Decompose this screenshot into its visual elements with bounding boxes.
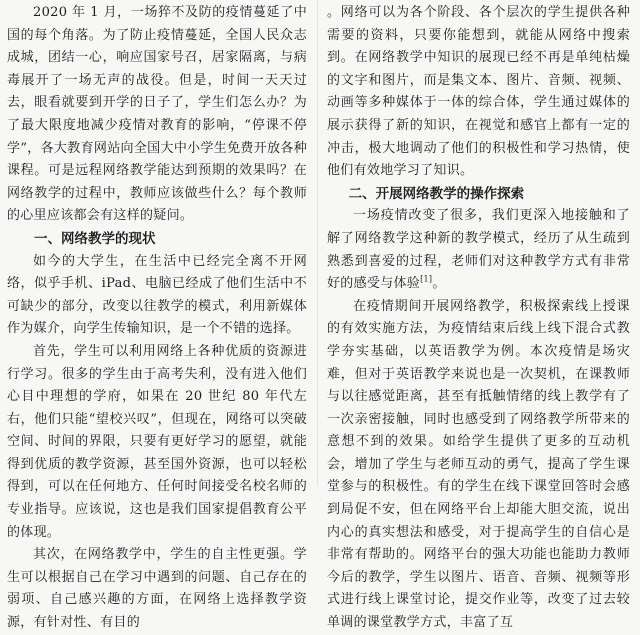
section-heading-1: 一、网络教学的现状 xyxy=(34,230,156,247)
paragraph-experience xyxy=(327,205,630,295)
left-column xyxy=(7,2,307,631)
paragraph-4: 其次，在网络教学中，学生的自主性更强。学生可以根据自己在学习中遇到的问题、自己存在的弱项、自己感兴趣的方面，在网络上选择教学资源，有针对性、有目的 xyxy=(7,547,307,631)
column-divider xyxy=(317,0,318,486)
intro-paragraph: 2020 年 1 月，一场猝不及防的疫情蔓延了中国的每个角落。为了防止疫情蔓延，全国人民众志成城，团结一心，响应国家号召，居家隔离，与病毒展开了一场无声的战役。但是，时间一天天过去，眼看就要到开学的日子了，学生们怎么办？为了最大限度地减少疫情对教育的影响，“停课不停学”，各大教育网站向全国大中小学生免费开放各种课程。可是远程网络教学能达到预期的效果吗？在网络教学的过程中，教师应该做些什么？每个教师的心里应该都会有这样的疑问。 xyxy=(7,5,307,224)
right-column xyxy=(327,2,630,631)
section-heading-2: 二、开展网络教学的操作探索 xyxy=(348,185,525,202)
paragraph-2: 如今的大学生，在生活中已经完全离不开网络，似乎手机、iPad、电脑已经成了他们生活中不可缺少的部分，改变以往教学的模式，利用新媒体作为媒介，向学生传输知识，是一个不错的选择。 xyxy=(7,253,307,337)
citation-reference[interactable]: [1] xyxy=(420,274,433,284)
paragraph-3: 首先，学生可以利用网络上各种优质的资源进行学习。很多的学生由于高考失利，没有进入他们心目中理想的学府，如果在 20 世纪 80 年代左右，他们只能“望校兴叹”，但现在，网络可以突破空间、时间的界限，只要有更好学习的愿望，就能得到优质的教学资源，甚至国外资源，也可以轻松得到，可以在任何地方、任何时间接受名校名师的专业指导。应该说，这也是我们国家提倡教育公平的体现。 xyxy=(7,343,307,540)
continued-paragraph: 。网络可以为各个阶段、各个层次的学生提供各种需要的资料，只要你能想到，就能从网络中搜索到。在网络教学中知识的展现已经不再是单纯枯燥的文字和图片，而是集文本、图片、音频、视频、动画等多种媒体于一体的综合体，学生通过媒体的展示获得了新的知识，在视觉和感官上都有一定的冲击，极大地调动了他们的积极性和学习热情，使他们有效地学习了知识。 xyxy=(327,5,630,179)
paragraph-experience-end: 。 xyxy=(432,276,446,292)
paragraph-experience-text: 一场疫情改变了很多，我们更深入地接触和了解了网络教学这种新的教学模式，经历了从生疏到熟悉到喜爱的过程，老师们对这种教学方式有非常好的感受与体验 xyxy=(327,208,630,292)
paragraph-english-teaching: 在疫情期间开展网络教学，积极探索线上授课的有效实施方法，为疫情结束后线上线下混合式教学夯实基础，以英语教学为例。本次疫情是场灾难，但对于英语教学来说也是一次契机，在课教师与以往感觉距离，甚至有抵触情绪的线上教学有了一次亲密接触，同时也感受到了网络教学所带来的意想不到的效果。如给学生提供了更多的互动机会，增加了学生与老师互动的勇气，提高了学生课堂参与的积极性。有的学生在线下课堂回答时会感到局促不安，但在网络平台上却能大胆交流，说出内心的真实想法和感受，对于提高学生的自信心是非常有帮助的。网络平台的强大功能也能助力教师今后的教学，学生以图片、语音、音频、视频等形式进行线上课堂讨论，提交作业等，改变了过去较单调的课堂教学方式，丰富了互 xyxy=(327,298,630,631)
